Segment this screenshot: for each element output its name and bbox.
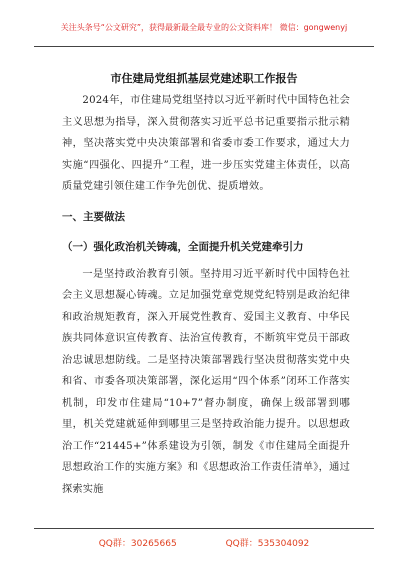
document-title: 市住建局党组抓基层党建述职工作报告 [110,72,298,85]
footer-divider [34,528,374,529]
header-divider [34,46,374,47]
footer-qq-group-2: QQ群：535304092 [225,539,310,549]
document-body [62,90,350,500]
footer [0,536,408,549]
section-heading: 一、主要做法 [62,210,125,223]
footer-qq-group-1: QQ群：30265665 [98,539,177,549]
intro-paragraph: 2024年，市住建局党组坚持以习近平新时代中国特色社会主义思想为指导，深入贯彻落实习近平总书记重要指示批示精神，坚决落实党中央决策部署和省委市委工作要求，通过大力实施“四强化、四提升”工程，进一步压实党建主体责任，以高质量党建引领住建工作争先创优、提质增效。 [62,95,350,192]
subsection-heading: （一）强化政治机关铸魂，全面提升机关党建牵引力 [62,240,304,253]
header-notice: 关注头条号“公文研究”，获得最新最全最专业的公文资料库！ 微信：gongwenyj [60,23,348,32]
body-paragraph: 一是坚持政治教育引领。坚持用习近平新时代中国特色社会主义思想凝心铸魂。立足加强党章党规党纪特别是政治纪律和政治规矩教育，深入开展党性教育、爱国主义教育、中华民族共同体意识宣传教育、法治宣传教育，不断筑牢党员干部政治忠诚思想防线。二是坚持决策部署践行坚决贯彻落实党中央和省、市委各项决策部署，深化运用“四个体系”闭环工作落实机制，印发市住建局“10+7”督办制度，确保上级部署到哪里，机关党建就延伸到哪里三是坚持政治能力提升。以思想政治工作“21445+”体系建设为引领，制发《市住建局全面提升思想政治工作的实施方案》和《思想政治工作责任清单》，通过探索实施 [62,268,350,495]
